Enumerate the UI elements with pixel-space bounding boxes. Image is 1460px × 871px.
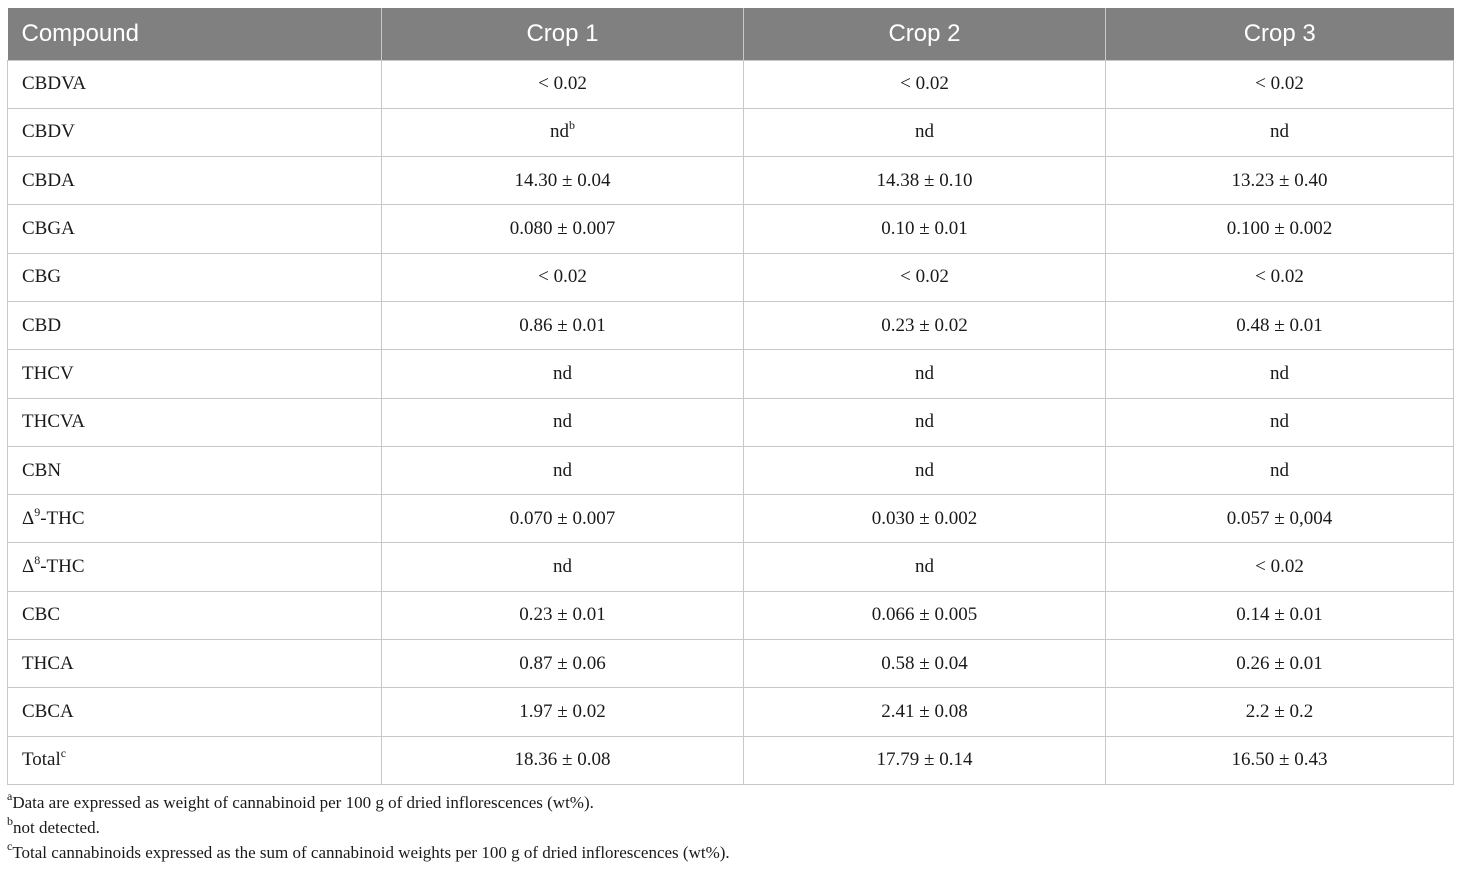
- cell-value: nd: [550, 121, 569, 143]
- crop2-cell: 17.79 ± 0.14: [744, 736, 1106, 784]
- crop2-cell: 0.066 ± 0.005: [744, 591, 1106, 639]
- footnote-mark: b: [7, 814, 13, 828]
- crop2-cell: 0.10 ± 0.01: [744, 205, 1106, 253]
- crop1-cell: 0.87 ± 0.06: [382, 640, 744, 688]
- table-row: [8, 301, 1454, 349]
- table-row: [8, 398, 1454, 446]
- compound-superscript: 8: [34, 553, 41, 568]
- crop2-cell: nd: [744, 446, 1106, 494]
- table-footnotes: [7, 790, 730, 865]
- compound-cell: CBC: [8, 591, 382, 639]
- compound-cell: CBN: [8, 446, 382, 494]
- crop3-cell: 16.50 ± 0.43: [1106, 736, 1454, 784]
- footnote-text: Total cannabinoids expressed as the sum of cannabinoid weights per 100 g of dried inflorescences (wt%).: [12, 843, 730, 862]
- crop1-cell: 14.30 ± 0.04: [382, 157, 744, 205]
- header-crop-1: Crop 1: [382, 8, 744, 60]
- crop1-cell: < 0.02: [382, 253, 744, 301]
- crop1-cell: [382, 108, 744, 156]
- crop3-cell: nd: [1106, 398, 1454, 446]
- crop3-cell: 13.23 ± 0.40: [1106, 157, 1454, 205]
- crop2-cell: 0.030 ± 0.002: [744, 495, 1106, 543]
- compound-cell: THCVA: [8, 398, 382, 446]
- crop2-cell: nd: [744, 398, 1106, 446]
- compound-prefix: Δ: [22, 556, 35, 578]
- compound-cell: [8, 543, 382, 591]
- crop2-cell: 0.58 ± 0.04: [744, 640, 1106, 688]
- table-row-total: [8, 736, 1454, 784]
- crop1-cell: nd: [382, 398, 744, 446]
- table-row: [8, 688, 1454, 736]
- header-compound: Compound: [21, 19, 139, 47]
- cannabinoid-table: [7, 8, 1454, 785]
- crop1-cell: nd: [382, 543, 744, 591]
- compound-cell: THCV: [8, 350, 382, 398]
- crop2-cell: < 0.02: [744, 60, 1106, 108]
- footnote-mark: a: [7, 789, 13, 803]
- crop3-cell: 0.14 ± 0.01: [1106, 591, 1454, 639]
- footnote-mark: c: [60, 746, 67, 761]
- table-row: [8, 205, 1454, 253]
- compound-cell: THCA: [8, 640, 382, 688]
- crop2-cell: 0.23 ± 0.02: [744, 301, 1106, 349]
- crop3-cell: < 0.02: [1106, 543, 1454, 591]
- crop3-cell: nd: [1106, 350, 1454, 398]
- crop3-cell: 2.2 ± 0.2: [1106, 688, 1454, 736]
- compound-cell: CBDV: [8, 108, 382, 156]
- crop2-cell: 14.38 ± 0.10: [744, 157, 1106, 205]
- crop1-cell: nd: [382, 446, 744, 494]
- header-crop-2: Crop 2: [744, 8, 1106, 60]
- compound-label: Total: [22, 749, 61, 771]
- crop3-cell: < 0.02: [1106, 60, 1454, 108]
- footnote-mark: c: [7, 839, 13, 853]
- compound-cell: CBD: [8, 301, 382, 349]
- table-row: [8, 253, 1454, 301]
- crop2-cell: nd: [744, 543, 1106, 591]
- crop2-cell: < 0.02: [744, 253, 1106, 301]
- footnote-c: [7, 840, 730, 865]
- crop3-cell: < 0.02: [1106, 253, 1454, 301]
- table-row: [8, 640, 1454, 688]
- crop1-cell: < 0.02: [382, 60, 744, 108]
- crop3-cell: nd: [1106, 446, 1454, 494]
- footnote-a: [7, 790, 730, 815]
- cannabinoid-table-container: [7, 8, 1453, 785]
- crop2-cell: nd: [744, 108, 1106, 156]
- crop1-cell: 18.36 ± 0.08: [382, 736, 744, 784]
- compound-cell: CBCA: [8, 688, 382, 736]
- table-row: [8, 350, 1454, 398]
- header-crop-3: Crop 3: [1106, 8, 1454, 60]
- footnote-text: not detected.: [13, 818, 100, 837]
- crop1-cell: nd: [382, 350, 744, 398]
- compound-cell: CBDA: [8, 157, 382, 205]
- crop3-cell: 0.057 ± 0,004: [1106, 495, 1454, 543]
- crop1-cell: 0.080 ± 0.007: [382, 205, 744, 253]
- compound-suffix: -THC: [40, 507, 85, 529]
- table-row: [8, 60, 1454, 108]
- compound-cell: CBG: [8, 253, 382, 301]
- compound-cell: [8, 495, 382, 543]
- crop3-cell: nd: [1106, 108, 1454, 156]
- crop3-cell: 0.100 ± 0.002: [1106, 205, 1454, 253]
- crop1-cell: 0.86 ± 0.01: [382, 301, 744, 349]
- table-row: [8, 157, 1454, 205]
- footnote-text: Data are expressed as weight of cannabinoid per 100 g of dried inflorescences (wt%).: [12, 793, 594, 812]
- compound-superscript: 9: [34, 504, 41, 519]
- crop2-cell: 2.41 ± 0.08: [744, 688, 1106, 736]
- table-row: [8, 108, 1454, 156]
- crop1-cell: 1.97 ± 0.02: [382, 688, 744, 736]
- footnote-mark: b: [569, 118, 575, 133]
- table-row: [8, 446, 1454, 494]
- table-row: [8, 543, 1454, 591]
- crop1-cell: 0.23 ± 0.01: [382, 591, 744, 639]
- compound-prefix: Δ: [22, 507, 35, 529]
- table-row: [8, 591, 1454, 639]
- table-row: [8, 495, 1454, 543]
- compound-suffix: -THC: [40, 556, 85, 578]
- table-header-row: [8, 8, 1454, 60]
- compound-cell: CBGA: [8, 205, 382, 253]
- crop1-cell: 0.070 ± 0.007: [382, 495, 744, 543]
- crop3-cell: 0.48 ± 0.01: [1106, 301, 1454, 349]
- crop3-cell: 0.26 ± 0.01: [1106, 640, 1454, 688]
- footnote-b: [7, 815, 730, 840]
- crop2-cell: nd: [744, 350, 1106, 398]
- compound-cell: [8, 736, 382, 784]
- compound-cell: CBDVA: [8, 60, 382, 108]
